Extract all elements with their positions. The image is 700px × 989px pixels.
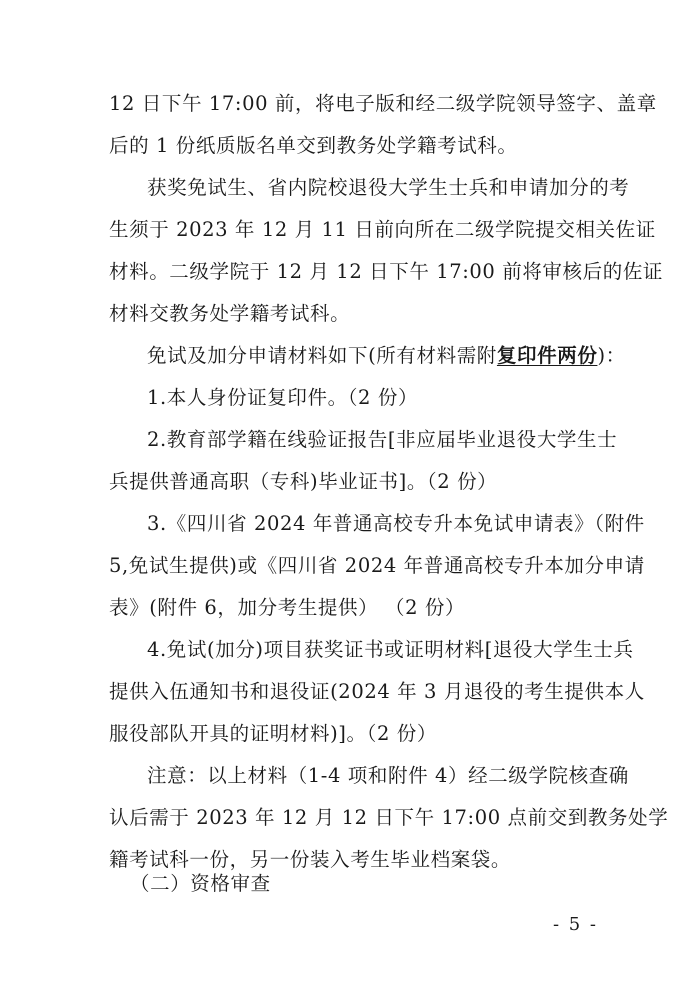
list-item-continuation: 5,免试生提供)或《四川省 2024 年普通高校专升本加分申请 [109,554,645,577]
paragraph-line: 材料。二级学院于 12 月 12 日下午 17:00 前将审核后的佐证 [109,260,664,283]
list-item-continuation: 提供入伍通知书和退役证(2024 年 3 月退役的考生提供本人 [109,680,645,703]
note-line: 认后需于 2023 年 12 月 12 日下午 17:00 点前交到教务处学 [109,806,669,829]
copies-emphasis: 复印件两份 [496,344,598,367]
note-line: 注意：以上材料（1-4 项和附件 4）经二级学院核查确 [147,764,629,787]
section-heading: （二）资格审查 [130,872,271,895]
list-item: 1.本人身份证复印件。（2 份） [147,386,419,409]
list-item-continuation: 服役部队开具的证明材料)]。（2 份） [109,722,437,745]
list-item: 4.免试(加分)项目获奖证书或证明材料[退役大学生士兵 [147,638,634,661]
materials-intro-suffix: )： [597,344,626,367]
paragraph-line: 后的 1 份纸质版名单交到教务处学籍考试科。 [109,134,518,157]
materials-intro-prefix: 免试及加分申请材料如下(所有材料需附 [147,344,497,367]
note-line: 籍考试科一份，另一份装入考生毕业档案袋。 [109,848,512,871]
list-item: 3.《四川省 2024 年普通高校专升本免试申请表》（附件 [147,512,645,535]
list-item: 2.教育部学籍在线验证报告[非应届毕业退役大学生士 [147,428,618,451]
materials-intro [147,342,647,370]
paragraph-line: 生须于 2023 年 12 月 11 日前向所在二级学院提交相关佐证 [109,218,656,241]
paragraph-line: 获奖免试生、省内院校退役大学生士兵和申请加分的考 [147,176,630,199]
paragraph-line: 材料交教务处学籍考试科。 [109,302,351,325]
paragraph-line: 12 日下午 17:00 前，将电子版和经二级学院领导签字、盖章 [109,92,657,115]
list-item-continuation: 表》(附件 6，加分考生提供） （2 份） [109,596,466,619]
page-number: - 5 - [552,914,598,935]
list-item-continuation: 兵提供普通高职（专科)毕业证书]。（2 份） [109,470,498,493]
